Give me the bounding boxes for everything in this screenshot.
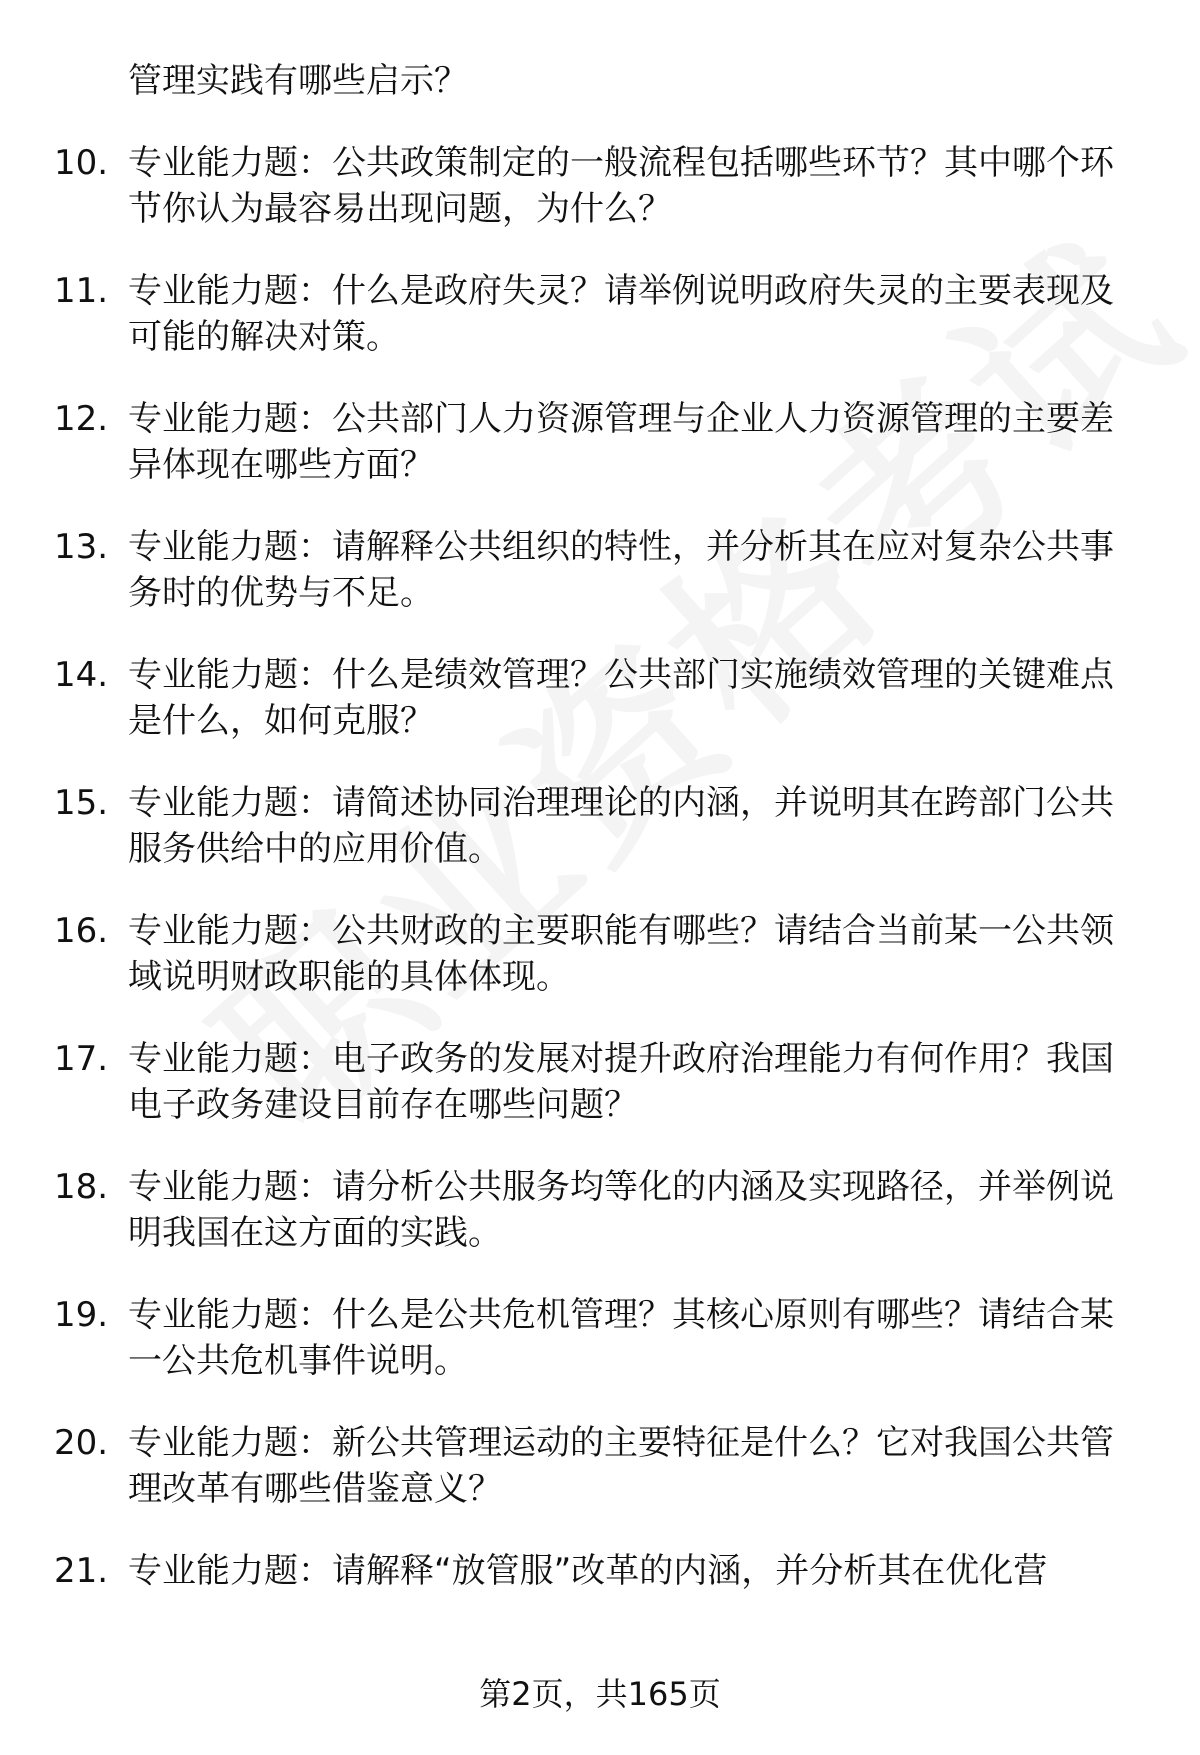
question-item — [54, 1420, 1154, 1512]
question-number: 11. — [54, 271, 109, 311]
question-item — [54, 1164, 1154, 1256]
question-number: 15. — [54, 783, 109, 823]
question-item — [54, 780, 1154, 872]
question-text: 专业能力题：请解释“放管服”改革的内涵，并分析其在优化营 — [128, 1551, 1048, 1591]
question-item — [54, 1036, 1154, 1128]
question-number: 14. — [54, 655, 109, 695]
question-text: 专业能力题：新公共管理运动的主要特征是什么？它对我国公共管理改革有哪些借鉴意义？ — [128, 1423, 1114, 1509]
question-item — [54, 1548, 1154, 1594]
question-number: 18. — [54, 1167, 109, 1207]
question-number: 21. — [54, 1551, 109, 1591]
question-text: 专业能力题：什么是公共危机管理？其核心原则有哪些？请结合某一公共危机事件说明。 — [128, 1295, 1114, 1381]
question-item — [54, 652, 1154, 744]
continued-question-text: 管理实践有哪些启示？ — [128, 61, 468, 101]
question-text: 专业能力题：什么是政府失灵？请举例说明政府失灵的主要表现及可能的解决对策。 — [128, 271, 1114, 357]
question-list — [54, 140, 1154, 1630]
question-number: 12. — [54, 399, 109, 439]
question-item — [54, 268, 1154, 360]
question-number: 16. — [54, 911, 109, 951]
question-text: 专业能力题：请解释公共组织的特性，并分析其在应对复杂公共事务时的优势与不足。 — [128, 527, 1114, 613]
question-text: 专业能力题：请分析公共服务均等化的内涵及实现路径，并举例说明我国在这方面的实践。 — [128, 1167, 1114, 1253]
question-number: 17. — [54, 1039, 109, 1079]
question-item — [54, 908, 1154, 1000]
question-number: 13. — [54, 527, 109, 567]
question-item — [54, 524, 1154, 616]
question-number: 20. — [54, 1423, 109, 1463]
question-item — [54, 396, 1154, 488]
question-text: 专业能力题：公共财政的主要职能有哪些？请结合当前某一公共领域说明财政职能的具体体现。 — [128, 911, 1114, 997]
question-number: 10. — [54, 143, 109, 183]
question-number: 19. — [54, 1295, 109, 1335]
question-item — [54, 140, 1154, 232]
question-text: 专业能力题：电子政务的发展对提升政府治理能力有何作用？我国电子政务建设目前存在哪些问题？ — [128, 1039, 1114, 1125]
question-text: 专业能力题：公共政策制定的一般流程包括哪些环节？其中哪个环节你认为最容易出现问题，为什么？ — [128, 143, 1114, 229]
question-item — [54, 1292, 1154, 1384]
question-text: 专业能力题：公共部门人力资源管理与企业人力资源管理的主要差异体现在哪些方面？ — [128, 399, 1114, 485]
page-footer: 第2页，共165页 — [479, 1675, 721, 1713]
question-text: 专业能力题：什么是绩效管理？公共部门实施绩效管理的关键难点是什么，如何克服？ — [128, 655, 1114, 741]
question-text: 专业能力题：请简述协同治理理论的内涵，并说明其在跨部门公共服务供给中的应用价值。 — [128, 783, 1114, 869]
